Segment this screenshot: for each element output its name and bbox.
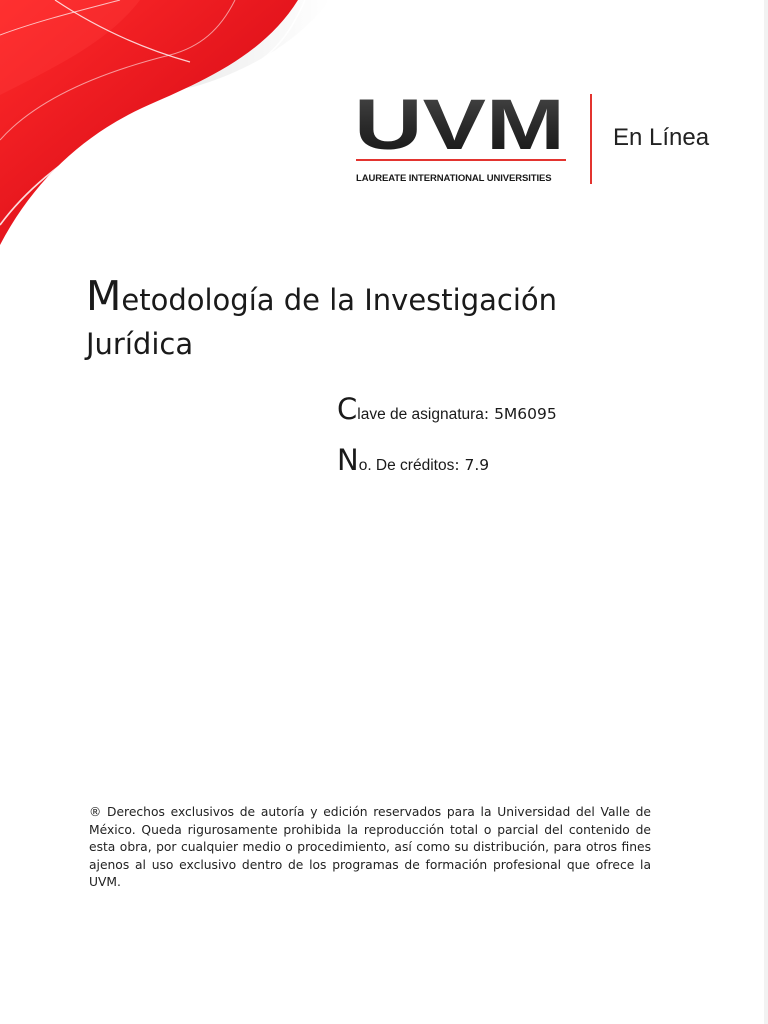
uvm-logo: [354, 93, 734, 188]
credits-label: o. De créditos: [358, 457, 455, 474]
decorative-corner-graphic: [0, 0, 330, 250]
title-line2: Jurídica: [86, 327, 194, 361]
course-title: [86, 274, 706, 366]
copyright-text: Derechos exclusivos de autoría y edición reservados para la Universidad del Valle de México. Queda rigurosamente prohibida la reproducción total o parcial del contenido de esta obra, por cualquier medio o procedimiento, así como su distribución, para otros fines ajenos al uso exclusivo dentro de los programas de formación profesional que ofrece la UVM.: [89, 805, 651, 890]
course-code-value: : 5M6095: [483, 405, 557, 423]
uvm-wordmark: [354, 93, 569, 155]
credits-line: [337, 443, 737, 477]
page-edge: [764, 0, 768, 1024]
course-code-line: [337, 392, 737, 426]
course-code-first-letter: C: [337, 392, 358, 426]
copyright-notice: [89, 804, 651, 892]
registered-symbol: ®: [89, 805, 102, 819]
logo-divider: [590, 94, 592, 184]
title-first-letter: M: [86, 272, 122, 320]
course-code-label: lave de asignatura: [357, 406, 484, 423]
title-line1: etodología de la Investigación: [121, 283, 558, 317]
logo-en-linea: En Línea: [613, 124, 710, 151]
logo-red-rule: [356, 159, 566, 161]
logo-tagline: LAUREATE INTERNATIONAL UNIVERSITIES: [356, 173, 552, 184]
credits-first-letter: N: [337, 443, 359, 477]
credits-value: : 7.9: [454, 456, 490, 474]
logo-brand-text: UVM: [354, 93, 565, 155]
